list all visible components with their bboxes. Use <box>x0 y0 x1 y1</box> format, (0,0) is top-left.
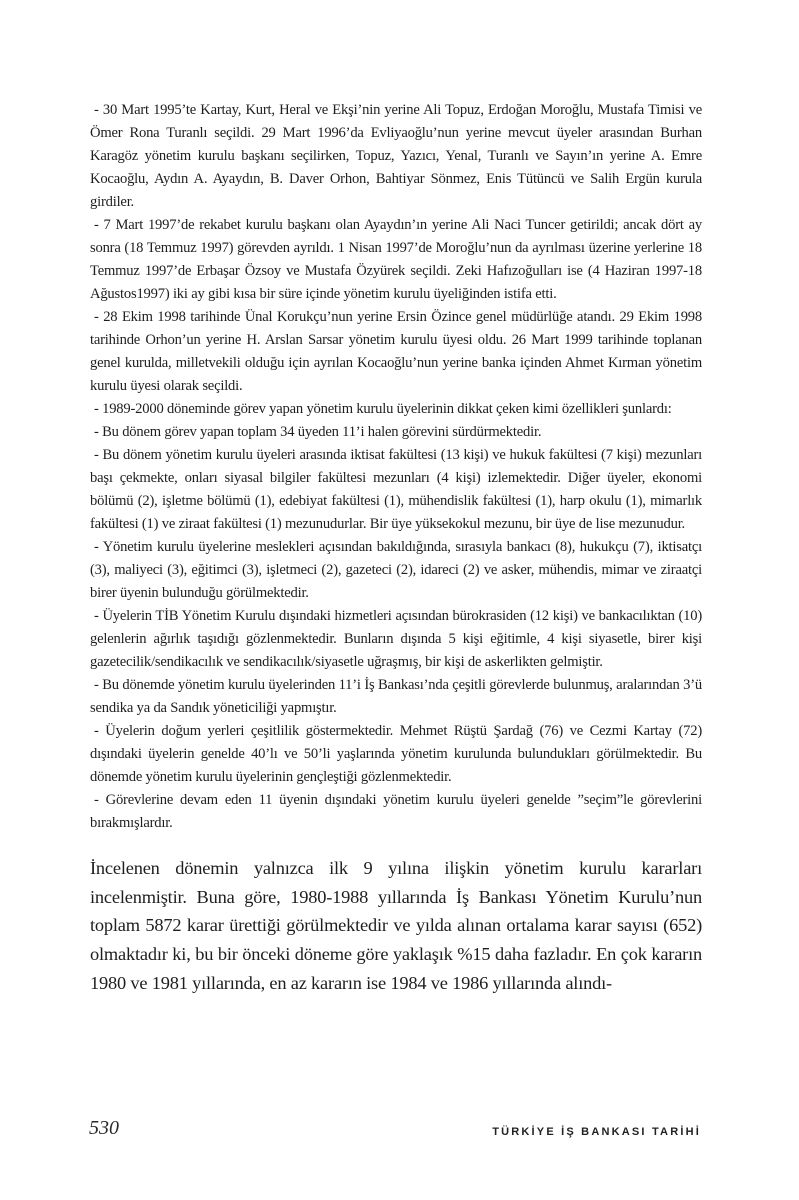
notes-list <box>90 99 702 835</box>
note-item: - 1989-2000 döneminde görev yapan yönetim kurulu üyelerinin dikkat çeken kimi özellikleri şunlardı: <box>94 401 672 417</box>
note-item: - Bu dönem yönetim kurulu üyeleri arasında iktisat fakültesi (13 kişi) ve hukuk fakültesi (7 kişi) mezunları başı çekmekte, onları siyasal bilgiler fakültesi mezunları (4 kişi) izlemektedir. Diğer üyeler, ekonomi bölümü (2), işletme bölümü (1), edebiyat fakültesi (1), mühendislik fakültesi (1), harp okulu (1), mimarlık fakültesi (1) ve ziraat fakültesi (1) mezunudurlar. Bir üye yüksekokul mezunu, bir üye de lise mezunudur. <box>90 447 702 532</box>
note-item: - 30 Mart 1995’te Kartay, Kurt, Heral ve Ekşi’nin yerine Ali Topuz, Erdoğan Moroğlu, Mustafa Timisi ve Ömer Rona Turanlı seçildi. 29 Mart 1996’da Evliyaoğlu’nun yerine mevcut üyeler arasından Burhan Karagöz yönetim kurulu başkanı seçilirken, Topuz, Yazıcı, Yenal, Turanlı ve Sayın’ın yerine A. Emre Kocaoğlu, Aydın A. Ayaydın, B. Daver Orhon, Bahtiyar Sönmez, Enis Tütüncü ve Salih Ergün kurula girdiler. <box>90 102 702 210</box>
note-item: - Üyelerin doğum yerleri çeşitlilik göstermektedir. Mehmet Rüştü Şardağ (76) ve Cezmi Kartay (72) dışındaki üyelerin genelde 40’lı ve 50’li yaşlarında yönetim kurulunda bulundukları görülmektedir. Bu dönemde yönetim kurulu üyelerinin gençleştiği gözlenmektedir. <box>90 723 702 785</box>
note-item: - 28 Ekim 1998 tarihinde Ünal Korukçu’nun yerine Ersin Özince genel müdürlüğe atandı. 29 Ekim 1998 tarihinde Orhon’un yerine H. Arslan Sarsar yönetim kurulu üyesi oldu. 26 Mart 1999 tarihinde toplanan genel kurulda, milletvekili olduğu için ayrılan Kocaoğlu’nun yerine banka içinden Ahmet Kırman yönetim kurulu üyesi olarak seçildi. <box>90 309 702 394</box>
note-item: - 7 Mart 1997’de rekabet kurulu başkanı olan Ayaydın’ın yerine Ali Naci Tuncer getirildi; ancak dört ay sonra (18 Temmuz 1997) görevden ayrıldı. 1 Nisan 1997’de Moroğlu’nun da ayrılması üzerine yerlerine 18 Temmuz 1997’de Erbaşar Özsoy ve Mustafa Özyürek seçildi. Zeki Hafızoğulları ise (4 Haziran 1997-18 Ağustos1997) iki ay gibi kısa bir süre içinde yönetim kurulu üyeliğinden istifa etti. <box>90 217 702 302</box>
note-item: - Görevlerine devam eden 11 üyenin dışındaki yönetim kurulu üyeleri genelde ”seçim”le görevlerini bırakmışlardır. <box>90 792 702 831</box>
note-item: - Üyelerin TİB Yönetim Kurulu dışındaki hizmetleri açısından bürokrasiden (12 kişi) ve bankacılıktan (10) gelenlerin ağırlık taşıdığı gözlenmektedir. Bunların dışında 5 kişi eğitimle, 4 kişi siyasetle, birer kişi gazetecilik/sendikacılık ve sendikacılık/siyasetle uğraşmış, bir kişi de askerlikten gelmiştir. <box>90 608 702 670</box>
note-item: - Yönetim kurulu üyelerine meslekleri açısından bakıldığında, sırasıyla bankacı (8), hukukçu (7), iktisatçı (3), maliyeci (3), eğitimci (3), işletmeci (2), gazeteci (2), idareci (2) ve asker, mühendis, mimar ve ziraatçi birer üyenin bulunduğu görülmektedir. <box>90 539 702 601</box>
running-title: TÜRKİYE İŞ BANKASI TARİHİ <box>492 1126 701 1138</box>
note-item: - Bu dönemde yönetim kurulu üyelerinden 11’i İş Bankası’nda çeşitli görevlerde bulunmuş, aralarından 3’ü sendika ya da Sandık yöneticiliği yapmıştır. <box>90 677 702 716</box>
text-block <box>90 99 702 998</box>
closing-paragraph: İncelenen dönemin yalnızca ilk 9 yılına ilişkin yönetim kurulu kararları incelenmiştir. Buna göre, 1980-1988 yıllarında İş Bankası Yönetim Kurulu’nun toplam 5872 karar ürettiği görülmektedir ve yılda alınan ortalama karar sayısı (652) olmaktadır ki, bu bir önceki döneme göre yaklaşık %15 daha fazladır. En çok kararın 1980 ve 1981 yıllarında, en az kararın ise 1984 ve 1986 yıllarında alındı- <box>90 858 702 993</box>
page-number: 530 <box>89 1117 119 1139</box>
note-item: - Bu dönem görev yapan toplam 34 üyeden 11’i halen görevini sürdürmektedir. <box>94 424 542 440</box>
